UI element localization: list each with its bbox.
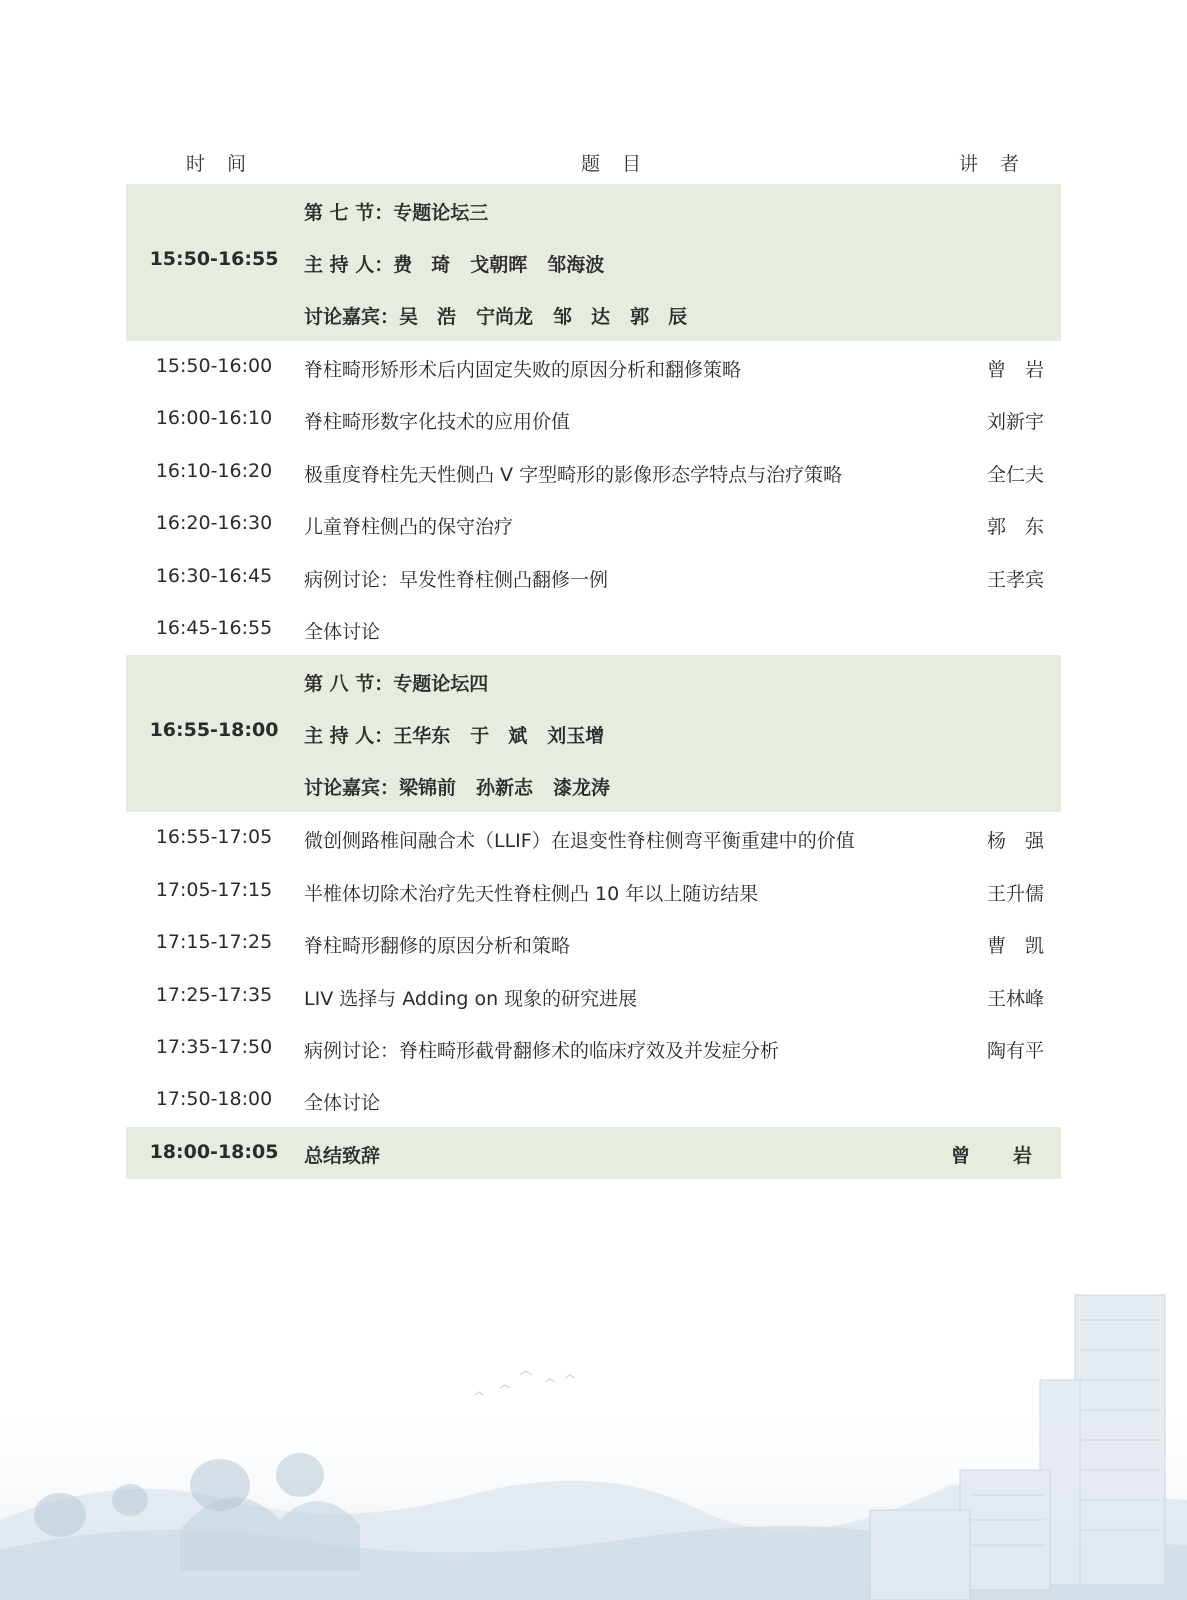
host-name: 于 斌	[470, 725, 528, 748]
table-row	[126, 446, 1061, 498]
talk-time: 16:20-16:30	[155, 512, 273, 535]
closing-time: 18:00-18:05	[149, 1140, 279, 1163]
session-title: 专题论坛三	[393, 202, 489, 224]
table-header	[126, 145, 1061, 177]
header-topic: 题 目	[581, 153, 650, 175]
talk-speaker: 陶有平	[986, 1039, 1044, 1062]
talk-speaker: 王升儒	[986, 882, 1044, 905]
host-name: 王华东	[393, 725, 451, 748]
guests-label: 讨论嘉宾：	[304, 306, 400, 328]
talk-time: 15:50-16:00	[155, 355, 273, 377]
talk-speaker: 曹 凯	[986, 935, 1044, 958]
session-hosts-line	[304, 250, 624, 277]
talk-time: 17:15-17:25	[155, 931, 273, 954]
session-title-line	[304, 198, 488, 225]
header-speaker: 讲 者	[959, 153, 1028, 175]
hosts-label: 主 持 人：	[304, 725, 394, 748]
talk-speaker: 刘新宇	[986, 411, 1044, 434]
talk-topic: LIV 选择与 Adding on 现象的研究进展	[304, 987, 638, 1010]
table-row	[126, 917, 1061, 969]
talk-time: 17:35-17:50	[155, 1035, 273, 1058]
session-guests-line	[304, 302, 707, 329]
talk-topic: 脊柱畸形数字化技术的应用价值	[304, 411, 571, 434]
talk-topic: 极重度脊柱先天性侧凸 V 字型畸形的影像形态学特点与治疗策略	[304, 463, 843, 486]
guests-label: 讨论嘉宾：	[304, 777, 400, 800]
talk-time: 17:25-17:35	[155, 983, 273, 1006]
table-row	[126, 603, 1061, 655]
talk-speaker: 曾 岩	[986, 359, 1044, 381]
closing-topic: 总结致辞	[304, 1144, 381, 1167]
table-row	[126, 865, 1061, 917]
table-row	[126, 1074, 1061, 1126]
session-title-label: 第 八 节：	[304, 673, 394, 696]
host-name: 戈朝晖	[470, 254, 528, 276]
talk-topic: 微创侧路椎间融合术（LLIF）在退变性脊柱侧弯平衡重建中的价值	[304, 830, 855, 853]
talk-time: 17:05-17:15	[155, 878, 273, 901]
talk-topic: 全体讨论	[304, 620, 381, 643]
guest-name: 吴 浩	[399, 306, 457, 328]
talk-topic: 脊柱畸形矫形术后内固定失败的原因分析和翻修策略	[304, 359, 742, 381]
closing-speaker: 曾 岩	[950, 1144, 1044, 1167]
header-time: 时 间	[186, 153, 255, 175]
session-hosts-line	[304, 721, 624, 748]
host-name: 费 琦	[393, 254, 451, 276]
guest-name: 孙新志	[476, 777, 534, 800]
talk-speaker: 王孝宾	[986, 568, 1044, 591]
session-title-line	[304, 669, 488, 696]
talk-topic: 病例讨论：早发性脊柱侧凸翻修一例	[304, 568, 609, 591]
talk-time: 16:45-16:55	[155, 616, 273, 639]
schedule-table	[126, 184, 1061, 1179]
closing-band	[126, 1127, 1061, 1179]
talk-topic: 儿童脊柱侧凸的保守治疗	[304, 516, 514, 539]
session-guests-line	[304, 773, 630, 800]
talk-speaker: 杨 强	[986, 830, 1044, 853]
session-time: 16:55-18:00	[149, 719, 279, 742]
guest-name: 宁尚龙	[476, 306, 534, 328]
session-time: 15:50-16:55	[149, 248, 279, 270]
hosts-label: 主 持 人：	[304, 254, 394, 276]
table-row	[126, 1022, 1061, 1074]
guest-name: 郭 辰	[630, 306, 688, 328]
talk-topic: 半椎体切除术治疗先天性脊柱侧凸 10 年以上随访结果	[304, 882, 759, 905]
talk-time: 16:10-16:20	[155, 459, 273, 482]
host-name: 刘玉增	[547, 725, 605, 748]
session-title: 专题论坛四	[393, 673, 489, 696]
session-7-band	[126, 184, 1061, 341]
guest-name: 梁锦前	[399, 777, 457, 800]
talk-topic: 全体讨论	[304, 1092, 381, 1115]
table-row	[126, 551, 1061, 603]
guest-name: 邹 达	[553, 306, 611, 328]
talk-speaker: 全仁夫	[986, 463, 1044, 486]
talk-time: 16:30-16:45	[155, 564, 273, 587]
landscape-illustration	[0, 1270, 1187, 1600]
talk-time: 16:55-17:05	[155, 826, 273, 849]
table-row	[126, 341, 1061, 393]
talk-topic: 脊柱畸形翻修的原因分析和策略	[304, 935, 571, 958]
session-title-label: 第 七 节：	[304, 202, 394, 224]
table-row	[126, 970, 1061, 1022]
talk-speaker: 王林峰	[986, 987, 1044, 1010]
host-name: 邹海波	[547, 254, 605, 276]
talk-topic: 病例讨论：脊柱畸形截骨翻修术的临床疗效及并发症分析	[304, 1039, 780, 1062]
talk-time: 16:00-16:10	[155, 407, 273, 430]
guest-name: 漆龙涛	[553, 777, 611, 800]
table-row	[126, 498, 1061, 550]
table-row	[126, 393, 1061, 445]
talk-speaker: 郭 东	[986, 516, 1044, 539]
talk-time: 17:50-18:00	[155, 1088, 273, 1111]
session-8-band	[126, 655, 1061, 812]
table-row	[126, 812, 1061, 864]
